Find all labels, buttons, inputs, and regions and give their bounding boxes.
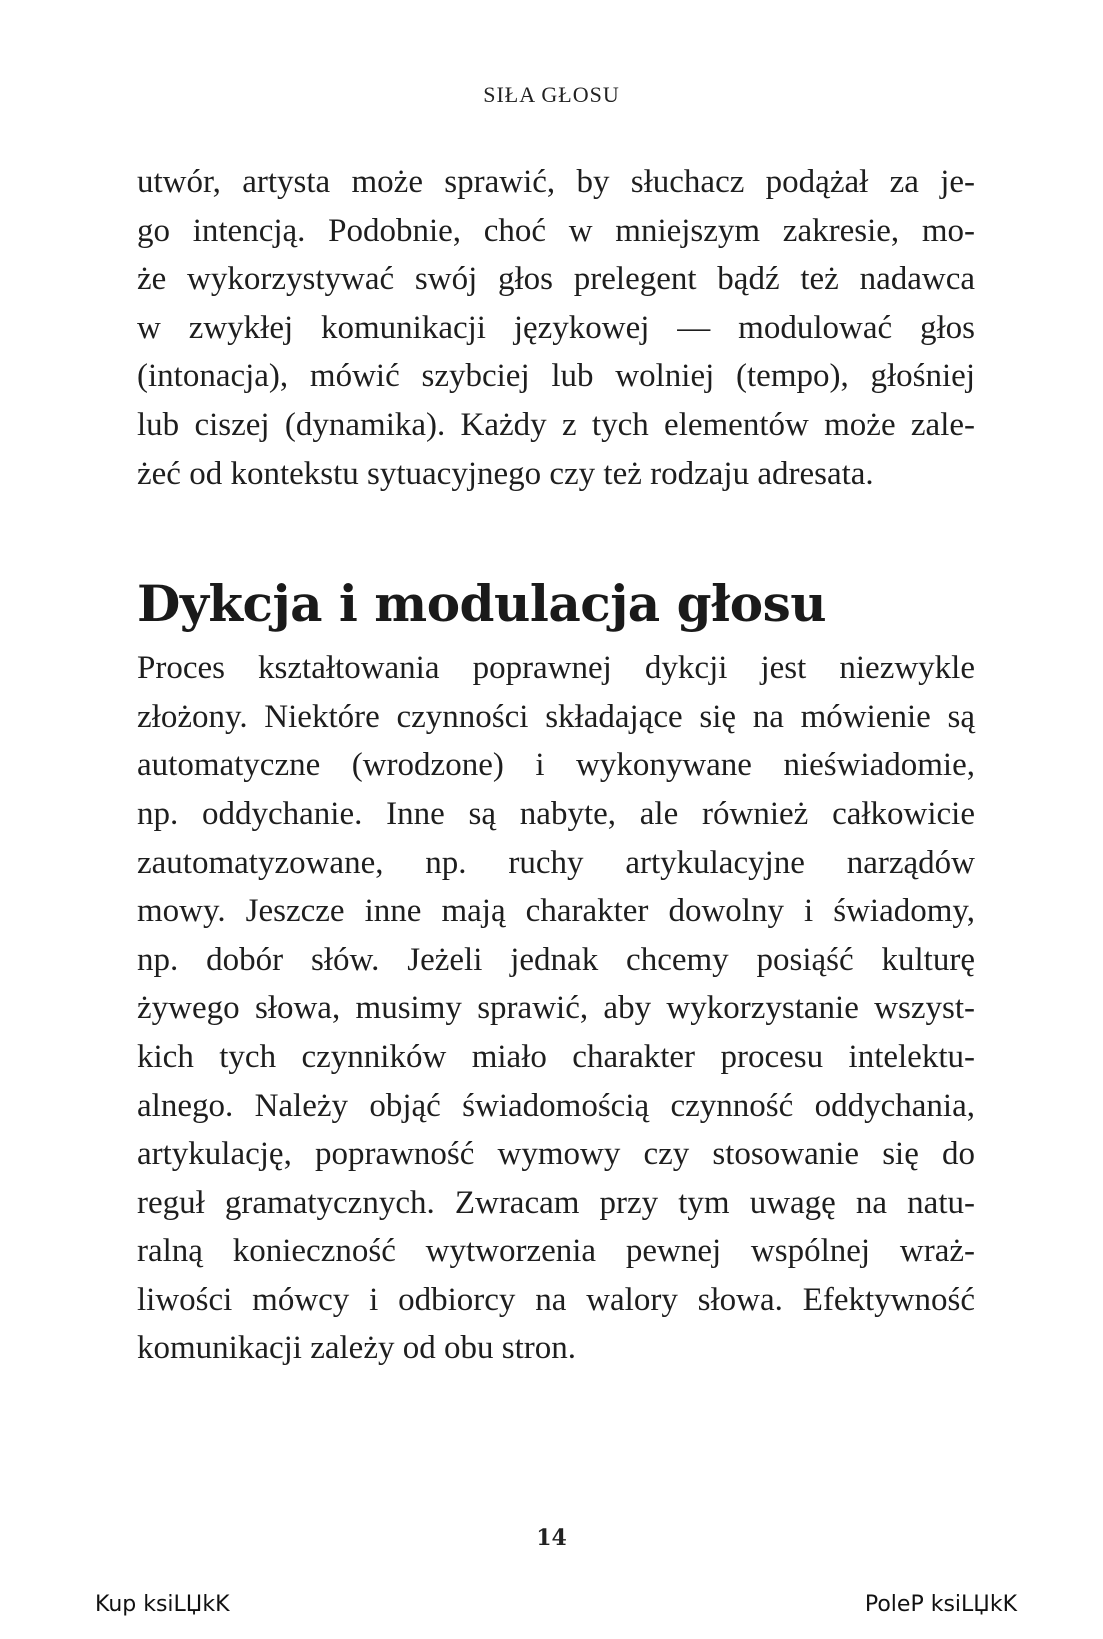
text-line: ralną konieczność wytworzenia pewnej wspólnej wraż- (137, 1233, 975, 1270)
text-line: kich tych czynników miało charakter procesu intelektu- (137, 1038, 975, 1075)
paragraph-diction (137, 644, 975, 1373)
text-line: że wykorzystywać swój głos prelegent bądź też nadawca (137, 261, 975, 298)
page-content (137, 158, 975, 1373)
text-line: liwości mówcy i odbiorcy na walory słowa. Efektywność (137, 1281, 975, 1318)
text-line: lub ciszej (dynamika). Każdy z tych elementów może zale- (137, 406, 975, 443)
text-line: automatyczne (wrodzone) i wykonywane nieświadomie, (137, 747, 975, 784)
buy-book-link[interactable]: Kup ksiLЏkK (95, 1592, 230, 1617)
text-line: reguł gramatycznych. Zwracam przy tym uwagę na natu- (137, 1184, 975, 1221)
section-heading: Dykcja i modulacja głosu (137, 574, 827, 634)
text-line: (intonacja), mówić szybciej lub wolniej (tempo), głośniej (137, 358, 975, 395)
text-line: żeć od kontekstu sytuacyjnego czy też rodzaju adresata. (137, 455, 874, 492)
running-head-title: SIŁA GŁOSU (483, 82, 620, 107)
page-number: 14 (536, 1525, 567, 1551)
text-line: zautomatyzowane, np. ruchy artykulacyjne narządów (137, 844, 975, 881)
text-line: artykulację, poprawność wymowy czy stosowanie się do (137, 1136, 975, 1173)
text-line: alnego. Należy objąć świadomością czynność oddychania, (137, 1087, 975, 1124)
text-line: w zwykłej komunikacji językowej — modulować głos (137, 309, 975, 346)
paragraph-continued (137, 158, 975, 498)
text-line: mowy. Jeszcze inne mają charakter dowolny i świadomy, (137, 893, 975, 930)
text-line: komunikacji zależy od obu stron. (137, 1330, 576, 1367)
recommend-book-link[interactable]: PoleP ksiLЏkK (864, 1592, 1017, 1617)
text-line: go intencją. Podobnie, choć w mniejszym zakresie, mo- (137, 212, 975, 249)
text-line: Proces kształtowania poprawnej dykcji jest niezwykle (137, 650, 975, 687)
text-line: żywego słowa, musimy sprawić, aby wykorzystanie wszyst- (137, 990, 975, 1027)
text-line: utwór, artysta może sprawić, by słuchacz podążał za je- (137, 164, 975, 200)
text-line: np. dobór słów. Jeżeli jednak chcemy posiąść kulturę (137, 941, 975, 978)
text-line: złożony. Niektóre czynności składające się na mówienie są (137, 698, 975, 735)
text-line: np. oddychanie. Inne są nabyte, ale również całkowicie (137, 795, 975, 832)
